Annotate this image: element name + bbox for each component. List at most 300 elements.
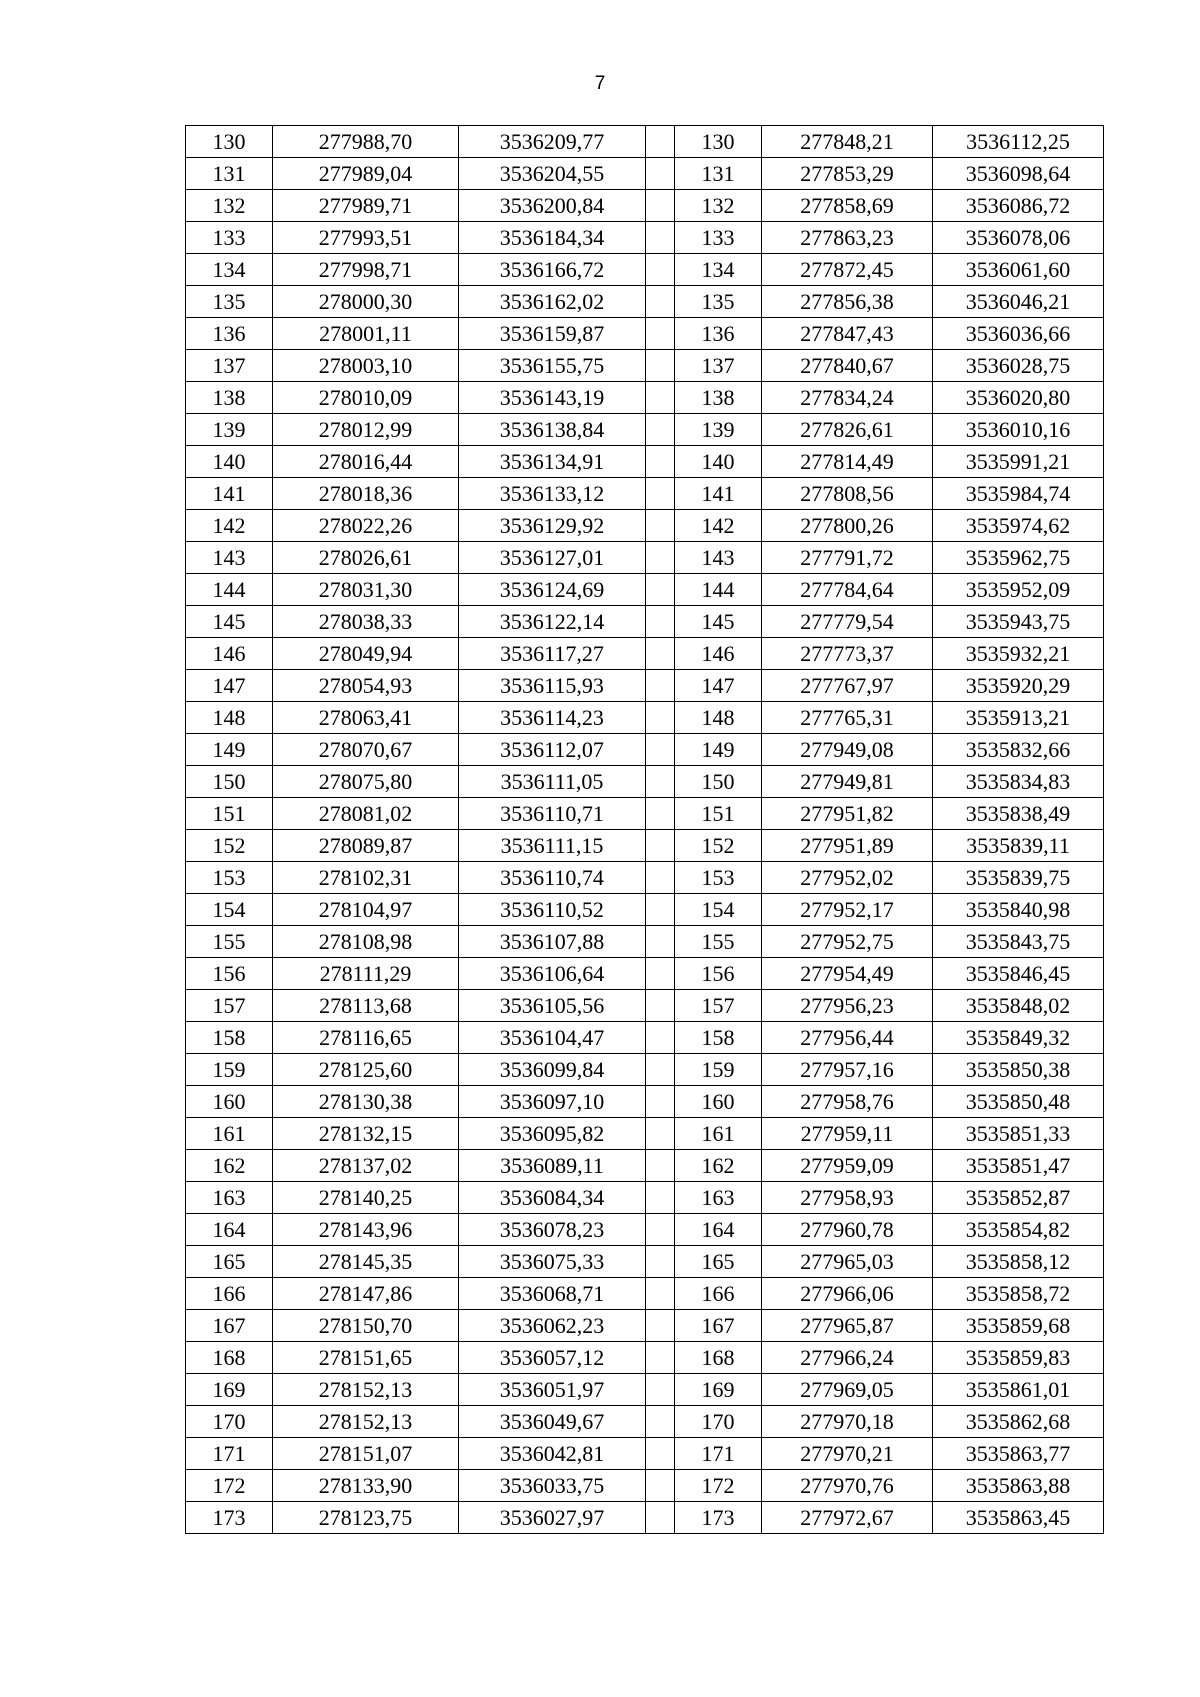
cell-point-number-right: 146: [675, 638, 762, 670]
cell-x-right: 277773,37: [762, 638, 933, 670]
cell-x-right: 277949,81: [762, 766, 933, 798]
cell-x-left: 278010,09: [273, 382, 459, 414]
table-row: [186, 926, 1104, 958]
cell-y-left: 3536127,01: [459, 542, 646, 574]
cell-x-right: 277949,08: [762, 734, 933, 766]
cell-point-number-right: 142: [675, 510, 762, 542]
cell-y-right: 3535932,21: [933, 638, 1104, 670]
cell-y-left: 3536111,15: [459, 830, 646, 862]
cell-point-number-right: 163: [675, 1182, 762, 1214]
coordinates-table-body: [186, 126, 1104, 1534]
coordinates-table: [185, 125, 1104, 1534]
cell-y-right: 3535943,75: [933, 606, 1104, 638]
cell-x-right: 277954,49: [762, 958, 933, 990]
cell-y-right: 3536086,72: [933, 190, 1104, 222]
cell-x-left: 278001,11: [273, 318, 459, 350]
cell-y-left: 3536159,87: [459, 318, 646, 350]
table-row: [186, 830, 1104, 862]
cell-x-left: 278137,02: [273, 1150, 459, 1182]
cell-point-number-left: 164: [186, 1214, 273, 1246]
cell-x-left: 278140,25: [273, 1182, 459, 1214]
cell-point-number-left: 152: [186, 830, 273, 862]
cell-x-right: 277814,49: [762, 446, 933, 478]
cell-x-right: 277952,75: [762, 926, 933, 958]
cell-y-right: 3535859,68: [933, 1310, 1104, 1342]
cell-y-right: 3535861,01: [933, 1374, 1104, 1406]
table-row: [186, 958, 1104, 990]
cell-x-right: 277970,76: [762, 1470, 933, 1502]
separator-cell: [646, 766, 675, 798]
table-row: [186, 1150, 1104, 1182]
cell-point-number-left: 156: [186, 958, 273, 990]
table-row: [186, 606, 1104, 638]
cell-x-left: 278063,41: [273, 702, 459, 734]
cell-y-right: 3535832,66: [933, 734, 1104, 766]
cell-point-number-left: 150: [186, 766, 273, 798]
cell-x-right: 277858,69: [762, 190, 933, 222]
table-row: [186, 126, 1104, 158]
cell-point-number-right: 149: [675, 734, 762, 766]
cell-x-left: 278132,15: [273, 1118, 459, 1150]
cell-y-right: 3535863,88: [933, 1470, 1104, 1502]
separator-cell: [646, 798, 675, 830]
separator-cell: [646, 894, 675, 926]
cell-x-left: 278152,13: [273, 1374, 459, 1406]
separator-cell: [646, 318, 675, 350]
cell-y-left: 3536049,67: [459, 1406, 646, 1438]
cell-y-left: 3536042,81: [459, 1438, 646, 1470]
cell-x-left: 278150,70: [273, 1310, 459, 1342]
cell-x-right: 277965,87: [762, 1310, 933, 1342]
cell-y-left: 3536104,47: [459, 1022, 646, 1054]
cell-y-left: 3536155,75: [459, 350, 646, 382]
cell-y-left: 3536097,10: [459, 1086, 646, 1118]
cell-x-right: 277965,03: [762, 1246, 933, 1278]
cell-point-number-right: 147: [675, 670, 762, 702]
cell-x-right: 277951,82: [762, 798, 933, 830]
cell-point-number-left: 136: [186, 318, 273, 350]
cell-y-left: 3536129,92: [459, 510, 646, 542]
cell-x-left: 278125,60: [273, 1054, 459, 1086]
cell-x-left: 278081,02: [273, 798, 459, 830]
cell-point-number-right: 145: [675, 606, 762, 638]
cell-x-right: 277826,61: [762, 414, 933, 446]
cell-y-left: 3536162,02: [459, 286, 646, 318]
cell-x-left: 278113,68: [273, 990, 459, 1022]
cell-point-number-left: 148: [186, 702, 273, 734]
cell-x-right: 277956,23: [762, 990, 933, 1022]
separator-cell: [646, 1150, 675, 1182]
cell-x-left: 278089,87: [273, 830, 459, 862]
cell-point-number-left: 169: [186, 1374, 273, 1406]
cell-x-left: 278104,97: [273, 894, 459, 926]
separator-cell: [646, 1406, 675, 1438]
table-row: [186, 702, 1104, 734]
separator-cell: [646, 1470, 675, 1502]
table-row: [186, 158, 1104, 190]
cell-x-right: 277958,93: [762, 1182, 933, 1214]
separator-cell: [646, 1118, 675, 1150]
cell-point-number-right: 153: [675, 862, 762, 894]
cell-point-number-right: 164: [675, 1214, 762, 1246]
cell-point-number-left: 133: [186, 222, 273, 254]
cell-point-number-left: 154: [186, 894, 273, 926]
cell-y-right: 3536010,16: [933, 414, 1104, 446]
cell-y-right: 3536020,80: [933, 382, 1104, 414]
separator-cell: [646, 126, 675, 158]
table-row: [186, 1214, 1104, 1246]
table-row: [186, 766, 1104, 798]
cell-point-number-right: 130: [675, 126, 762, 158]
cell-x-left: 278003,10: [273, 350, 459, 382]
cell-x-left: 278111,29: [273, 958, 459, 990]
cell-y-left: 3536107,88: [459, 926, 646, 958]
cell-point-number-left: 151: [186, 798, 273, 830]
table-row: [186, 1086, 1104, 1118]
table-row: [186, 894, 1104, 926]
cell-x-right: 277853,29: [762, 158, 933, 190]
cell-point-number-left: 139: [186, 414, 273, 446]
cell-y-right: 3535991,21: [933, 446, 1104, 478]
cell-y-left: 3536115,93: [459, 670, 646, 702]
cell-point-number-right: 166: [675, 1278, 762, 1310]
cell-point-number-right: 159: [675, 1054, 762, 1086]
separator-cell: [646, 1342, 675, 1374]
table-row: [186, 1406, 1104, 1438]
cell-y-right: 3535839,75: [933, 862, 1104, 894]
cell-x-left: 277993,51: [273, 222, 459, 254]
cell-point-number-left: 144: [186, 574, 273, 606]
cell-y-right: 3536046,21: [933, 286, 1104, 318]
separator-cell: [646, 830, 675, 862]
cell-y-right: 3535863,77: [933, 1438, 1104, 1470]
cell-point-number-left: 155: [186, 926, 273, 958]
cell-point-number-right: 156: [675, 958, 762, 990]
cell-point-number-left: 167: [186, 1310, 273, 1342]
cell-y-right: 3535984,74: [933, 478, 1104, 510]
cell-y-right: 3536028,75: [933, 350, 1104, 382]
cell-x-right: 277951,89: [762, 830, 933, 862]
table-row: [186, 670, 1104, 702]
table-row: [186, 638, 1104, 670]
cell-y-right: 3535840,98: [933, 894, 1104, 926]
separator-cell: [646, 606, 675, 638]
separator-cell: [646, 542, 675, 574]
cell-y-left: 3536106,64: [459, 958, 646, 990]
cell-point-number-left: 170: [186, 1406, 273, 1438]
cell-y-right: 3535850,38: [933, 1054, 1104, 1086]
cell-point-number-right: 150: [675, 766, 762, 798]
cell-x-left: 278031,30: [273, 574, 459, 606]
cell-y-left: 3536114,23: [459, 702, 646, 734]
separator-cell: [646, 1310, 675, 1342]
separator-cell: [646, 1086, 675, 1118]
cell-y-right: 3535852,87: [933, 1182, 1104, 1214]
cell-point-number-left: 142: [186, 510, 273, 542]
cell-x-right: 277966,24: [762, 1342, 933, 1374]
cell-y-left: 3536057,12: [459, 1342, 646, 1374]
cell-y-left: 3536117,27: [459, 638, 646, 670]
page-number: 7: [594, 73, 606, 94]
cell-point-number-left: 173: [186, 1502, 273, 1534]
cell-y-left: 3536084,34: [459, 1182, 646, 1214]
cell-point-number-left: 147: [186, 670, 273, 702]
cell-y-right: 3535913,21: [933, 702, 1104, 734]
table-row: [186, 1246, 1104, 1278]
cell-y-right: 3535920,29: [933, 670, 1104, 702]
cell-x-left: 277988,70: [273, 126, 459, 158]
cell-y-right: 3535962,75: [933, 542, 1104, 574]
cell-point-number-right: 140: [675, 446, 762, 478]
separator-cell: [646, 478, 675, 510]
separator-cell: [646, 350, 675, 382]
separator-cell: [646, 1054, 675, 1086]
cell-point-number-left: 149: [186, 734, 273, 766]
table-row: [186, 446, 1104, 478]
cell-point-number-right: 157: [675, 990, 762, 1022]
table-row: [186, 478, 1104, 510]
cell-y-right: 3535850,48: [933, 1086, 1104, 1118]
cell-y-right: 3535854,82: [933, 1214, 1104, 1246]
cell-y-left: 3536143,19: [459, 382, 646, 414]
cell-point-number-left: 145: [186, 606, 273, 638]
cell-point-number-right: 132: [675, 190, 762, 222]
cell-y-right: 3535848,02: [933, 990, 1104, 1022]
separator-cell: [646, 1214, 675, 1246]
cell-y-right: 3535858,72: [933, 1278, 1104, 1310]
cell-point-number-right: 169: [675, 1374, 762, 1406]
cell-x-left: 278054,93: [273, 670, 459, 702]
cell-point-number-right: 173: [675, 1502, 762, 1534]
cell-x-left: 278151,07: [273, 1438, 459, 1470]
cell-x-right: 277834,24: [762, 382, 933, 414]
table-row: [186, 574, 1104, 606]
separator-cell: [646, 862, 675, 894]
separator-cell: [646, 190, 675, 222]
cell-x-right: 277872,45: [762, 254, 933, 286]
cell-x-left: 278130,38: [273, 1086, 459, 1118]
table-row: [186, 318, 1104, 350]
separator-cell: [646, 254, 675, 286]
cell-y-left: 3536075,33: [459, 1246, 646, 1278]
separator-cell: [646, 574, 675, 606]
separator-cell: [646, 958, 675, 990]
separator-cell: [646, 990, 675, 1022]
separator-cell: [646, 1374, 675, 1406]
cell-point-number-right: 133: [675, 222, 762, 254]
cell-point-number-right: 138: [675, 382, 762, 414]
cell-y-left: 3536209,77: [459, 126, 646, 158]
cell-x-right: 277969,05: [762, 1374, 933, 1406]
cell-point-number-left: 137: [186, 350, 273, 382]
cell-point-number-right: 165: [675, 1246, 762, 1278]
cell-x-right: 277765,31: [762, 702, 933, 734]
table-row: [186, 254, 1104, 286]
table-row: [186, 1470, 1104, 1502]
table-row: [186, 286, 1104, 318]
cell-point-number-right: 148: [675, 702, 762, 734]
cell-x-left: 278049,94: [273, 638, 459, 670]
cell-point-number-left: 163: [186, 1182, 273, 1214]
cell-x-left: 278123,75: [273, 1502, 459, 1534]
cell-point-number-right: 131: [675, 158, 762, 190]
cell-point-number-left: 168: [186, 1342, 273, 1374]
cell-x-left: 278018,36: [273, 478, 459, 510]
table-row: [186, 1502, 1104, 1534]
cell-y-left: 3536124,69: [459, 574, 646, 606]
separator-cell: [646, 158, 675, 190]
cell-point-number-right: 162: [675, 1150, 762, 1182]
cell-y-right: 3536098,64: [933, 158, 1104, 190]
separator-cell: [646, 222, 675, 254]
separator-cell: [646, 382, 675, 414]
cell-y-right: 3535846,45: [933, 958, 1104, 990]
cell-x-left: 278070,67: [273, 734, 459, 766]
cell-y-right: 3535974,62: [933, 510, 1104, 542]
cell-point-number-left: 141: [186, 478, 273, 510]
separator-cell: [646, 1246, 675, 1278]
cell-point-number-right: 139: [675, 414, 762, 446]
separator-cell: [646, 638, 675, 670]
cell-point-number-right: 167: [675, 1310, 762, 1342]
cell-x-right: 277959,09: [762, 1150, 933, 1182]
cell-y-left: 3536122,14: [459, 606, 646, 638]
table-row: [186, 1278, 1104, 1310]
cell-y-left: 3536133,12: [459, 478, 646, 510]
cell-point-number-right: 161: [675, 1118, 762, 1150]
cell-point-number-left: 153: [186, 862, 273, 894]
separator-cell: [646, 446, 675, 478]
cell-y-left: 3536112,07: [459, 734, 646, 766]
cell-x-right: 277959,11: [762, 1118, 933, 1150]
cell-y-left: 3536204,55: [459, 158, 646, 190]
cell-point-number-left: 165: [186, 1246, 273, 1278]
separator-cell: [646, 702, 675, 734]
cell-x-left: 277989,71: [273, 190, 459, 222]
table-row: [186, 1310, 1104, 1342]
cell-x-right: 277791,72: [762, 542, 933, 574]
cell-x-right: 277767,97: [762, 670, 933, 702]
cell-point-number-left: 131: [186, 158, 273, 190]
cell-x-right: 277972,67: [762, 1502, 933, 1534]
cell-x-right: 277863,23: [762, 222, 933, 254]
cell-x-left: 278075,80: [273, 766, 459, 798]
separator-cell: [646, 1022, 675, 1054]
table-row: [186, 510, 1104, 542]
cell-y-left: 3536138,84: [459, 414, 646, 446]
cell-x-right: 277957,16: [762, 1054, 933, 1086]
separator-cell: [646, 414, 675, 446]
cell-y-left: 3536095,82: [459, 1118, 646, 1150]
cell-x-left: 278147,86: [273, 1278, 459, 1310]
separator-cell: [646, 510, 675, 542]
cell-y-left: 3536089,11: [459, 1150, 646, 1182]
cell-point-number-left: 138: [186, 382, 273, 414]
table-row: [186, 862, 1104, 894]
cell-point-number-right: 135: [675, 286, 762, 318]
cell-y-left: 3536062,23: [459, 1310, 646, 1342]
cell-y-left: 3536051,97: [459, 1374, 646, 1406]
table-row: [186, 1182, 1104, 1214]
cell-x-right: 277960,78: [762, 1214, 933, 1246]
cell-point-number-left: 135: [186, 286, 273, 318]
cell-point-number-right: 143: [675, 542, 762, 574]
cell-point-number-right: 141: [675, 478, 762, 510]
table-row: [186, 1342, 1104, 1374]
cell-y-right: 3535858,12: [933, 1246, 1104, 1278]
cell-y-left: 3536110,52: [459, 894, 646, 926]
cell-point-number-right: 170: [675, 1406, 762, 1438]
cell-x-right: 277779,54: [762, 606, 933, 638]
cell-y-left: 3536078,23: [459, 1214, 646, 1246]
cell-point-number-left: 171: [186, 1438, 273, 1470]
table-row: [186, 190, 1104, 222]
cell-point-number-right: 134: [675, 254, 762, 286]
cell-x-left: 278026,61: [273, 542, 459, 574]
cell-y-right: 3536061,60: [933, 254, 1104, 286]
cell-point-number-left: 166: [186, 1278, 273, 1310]
cell-y-right: 3535851,33: [933, 1118, 1104, 1150]
cell-x-left: 278152,13: [273, 1406, 459, 1438]
cell-point-number-right: 154: [675, 894, 762, 926]
cell-y-left: 3536099,84: [459, 1054, 646, 1086]
cell-x-right: 277840,67: [762, 350, 933, 382]
cell-x-right: 277800,26: [762, 510, 933, 542]
cell-y-right: 3535839,11: [933, 830, 1104, 862]
cell-y-left: 3536068,71: [459, 1278, 646, 1310]
cell-y-right: 3535849,32: [933, 1022, 1104, 1054]
cell-x-right: 277856,38: [762, 286, 933, 318]
separator-cell: [646, 926, 675, 958]
cell-y-left: 3536184,34: [459, 222, 646, 254]
cell-point-number-left: 162: [186, 1150, 273, 1182]
separator-cell: [646, 286, 675, 318]
cell-x-left: 278022,26: [273, 510, 459, 542]
cell-point-number-right: 137: [675, 350, 762, 382]
cell-point-number-left: 172: [186, 1470, 273, 1502]
table-row: [186, 990, 1104, 1022]
cell-y-right: 3536036,66: [933, 318, 1104, 350]
cell-point-number-right: 151: [675, 798, 762, 830]
separator-cell: [646, 1278, 675, 1310]
separator-cell: [646, 1438, 675, 1470]
table-row: [186, 1374, 1104, 1406]
table-row: [186, 1118, 1104, 1150]
cell-x-left: 278102,31: [273, 862, 459, 894]
cell-y-right: 3536078,06: [933, 222, 1104, 254]
cell-y-left: 3536111,05: [459, 766, 646, 798]
cell-point-number-right: 155: [675, 926, 762, 958]
cell-point-number-right: 144: [675, 574, 762, 606]
cell-point-number-left: 130: [186, 126, 273, 158]
cell-y-left: 3536134,91: [459, 446, 646, 478]
table-row: [186, 1054, 1104, 1086]
cell-x-right: 277848,21: [762, 126, 933, 158]
cell-x-left: 278016,44: [273, 446, 459, 478]
cell-point-number-right: 160: [675, 1086, 762, 1118]
cell-y-left: 3536027,97: [459, 1502, 646, 1534]
cell-point-number-right: 136: [675, 318, 762, 350]
cell-x-left: 278116,65: [273, 1022, 459, 1054]
cell-y-left: 3536110,71: [459, 798, 646, 830]
cell-y-right: 3535843,75: [933, 926, 1104, 958]
table-row: [186, 414, 1104, 446]
cell-y-left: 3536200,84: [459, 190, 646, 222]
cell-y-left: 3536110,74: [459, 862, 646, 894]
cell-y-right: 3535952,09: [933, 574, 1104, 606]
cell-y-left: 3536105,56: [459, 990, 646, 1022]
cell-point-number-right: 158: [675, 1022, 762, 1054]
